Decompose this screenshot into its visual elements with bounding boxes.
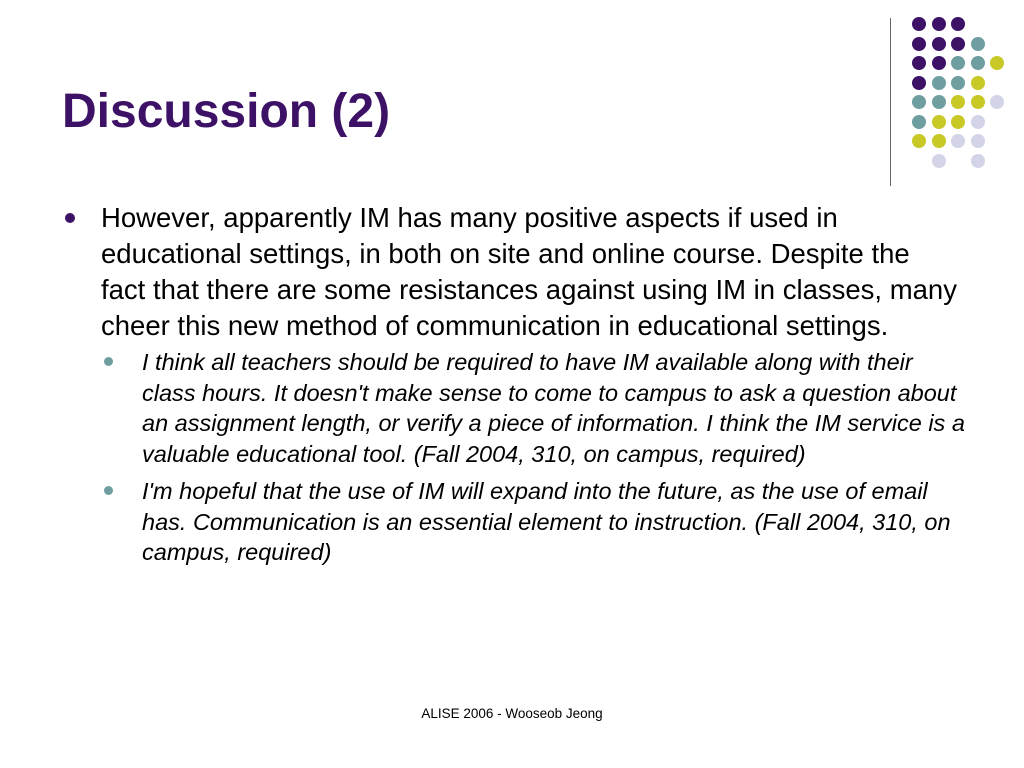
decorative-dot-icon — [932, 154, 946, 168]
decorative-dot-icon — [932, 115, 946, 129]
slide-title: Discussion (2) — [62, 85, 391, 138]
decorative-dot-icon — [912, 56, 926, 70]
decorative-dot-icon — [912, 134, 926, 148]
decorative-dot-icon — [971, 56, 985, 70]
sub-bullet-item — [142, 476, 972, 568]
decorative-dot-icon — [912, 115, 926, 129]
decorative-dot-icon — [912, 95, 926, 109]
decorative-dot-icon — [951, 37, 965, 51]
decorative-dot-icon — [971, 37, 985, 51]
decorative-dot-icon — [951, 76, 965, 90]
slide-body — [60, 200, 965, 568]
decorative-dot-icon — [951, 134, 965, 148]
decorative-dot-icon — [990, 95, 1004, 109]
decorative-dot-icon — [971, 76, 985, 90]
decorative-dot-icon — [912, 76, 926, 90]
decorative-dot-icon — [990, 56, 1004, 70]
decorative-dot-icon — [932, 17, 946, 31]
sub-bullet-text: I'm hopeful that the use of IM will expand into the future, as the use of email has. Communication is an essential element to instruction. (Fall 2004, 310, on campus, required) — [142, 478, 951, 565]
decorative-dot-icon — [951, 115, 965, 129]
main-bullet-item — [60, 200, 960, 344]
sub-bullet-text: I think all teachers should be required to have IM available along with their class hours. It doesn't make sense to come to campus to ask a question about an assignment length, or verify a piece of information. I think the IM service is a valuable educational tool. (Fall 2004, 310, on campus, required) — [142, 349, 965, 467]
decorative-dot-icon — [912, 37, 926, 51]
decorative-dot-icon — [932, 76, 946, 90]
decorative-dot-icon — [912, 17, 926, 31]
decorative-dot-icon — [971, 95, 985, 109]
bullet-dot-icon — [65, 213, 75, 223]
decorative-dot-icon — [932, 37, 946, 51]
decorative-dot-icon — [971, 115, 985, 129]
decorative-dot-icon — [971, 154, 985, 168]
main-bullet-text: However, apparently IM has many positive aspects if used in educational settings, in both on site and online course. Despite the fact that there are some resistances against using IM in classes, many cheer this new method of communication in educational settings. — [101, 202, 957, 341]
slide-footer: ALISE 2006 - Wooseob Jeong — [421, 706, 603, 721]
decorative-dot-icon — [951, 95, 965, 109]
decorative-dot-icon — [951, 56, 965, 70]
decorative-dot-icon — [951, 17, 965, 31]
bullet-dot-icon — [104, 357, 113, 366]
decorative-dot-icon — [932, 134, 946, 148]
decorative-dot-icon — [932, 95, 946, 109]
decorative-dot-icon — [971, 134, 985, 148]
bullet-dot-icon — [104, 486, 113, 495]
title-divider-line — [890, 18, 891, 186]
sub-bullet-item — [142, 347, 972, 469]
decorative-dot-icon — [932, 56, 946, 70]
